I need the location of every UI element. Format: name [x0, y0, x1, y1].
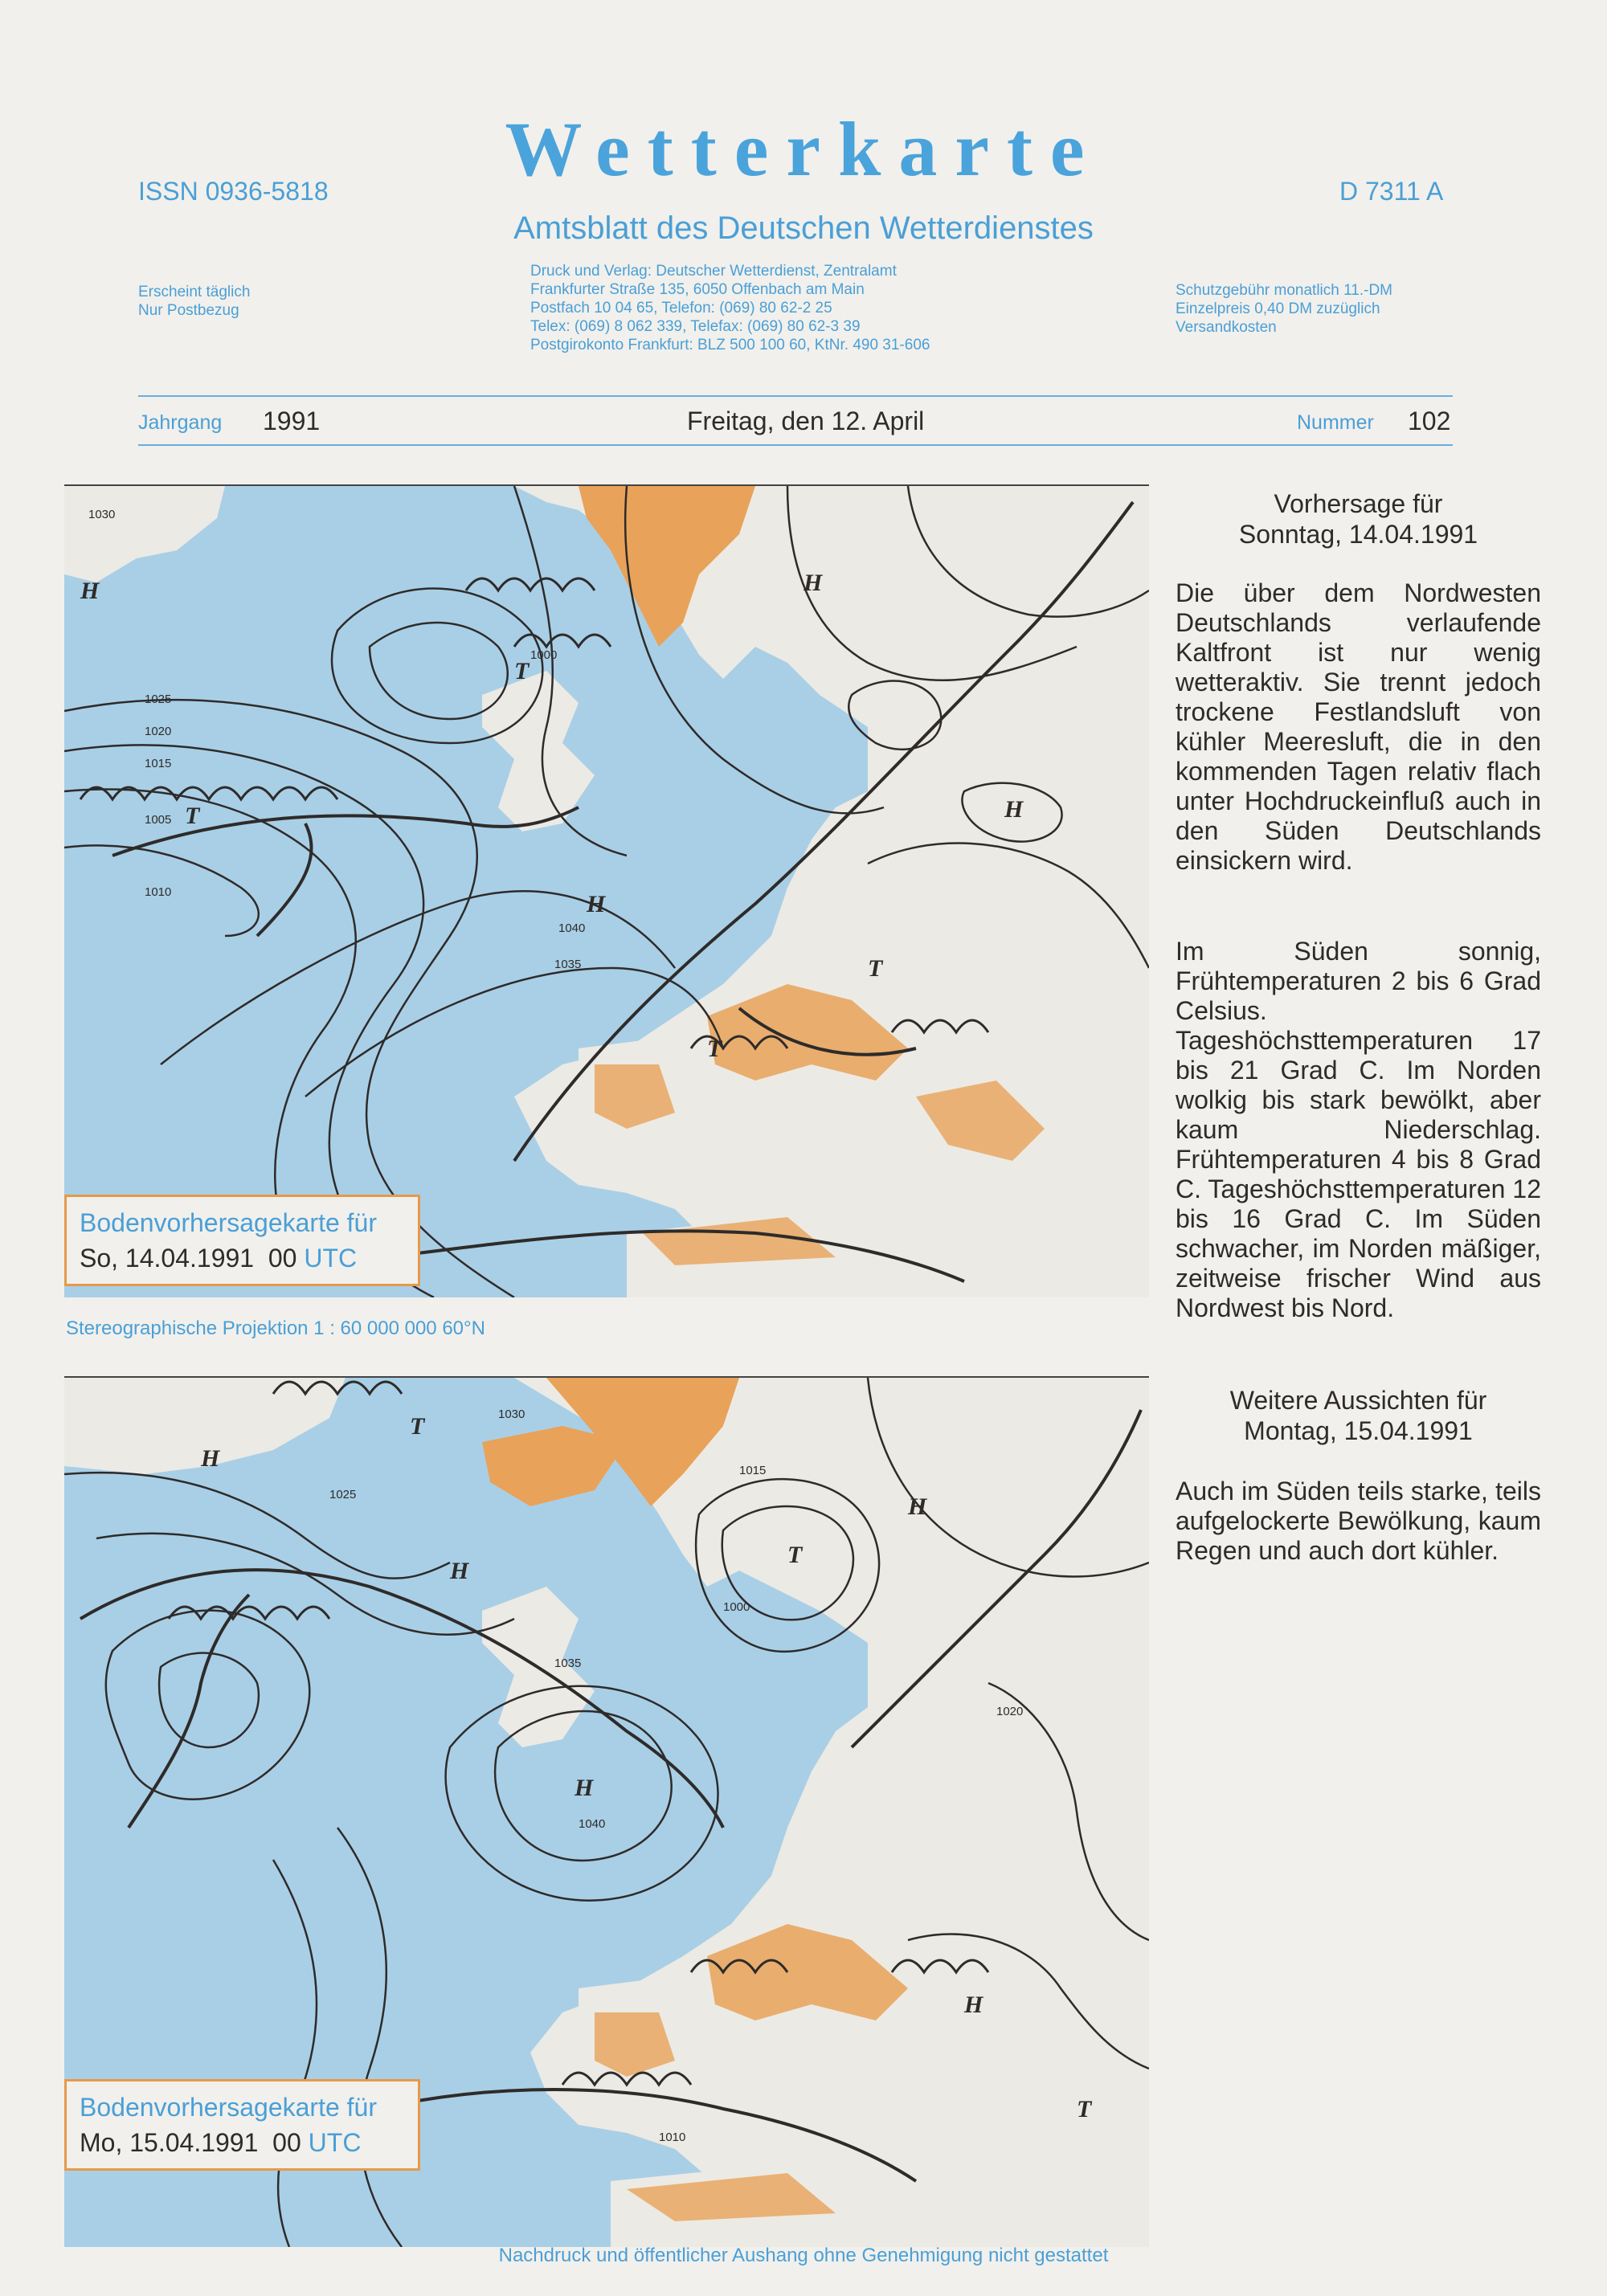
- isobar-label: 1000: [723, 1600, 750, 1614]
- isobar-label: 1005: [145, 813, 172, 827]
- high-pressure-marker: H: [1004, 796, 1024, 823]
- high-pressure-marker: H: [908, 1493, 927, 1520]
- info-line: Einzelpreis 0,40 DM zuzüglich: [1176, 300, 1380, 317]
- legend-date-line: [80, 1240, 405, 1276]
- forecast-map-monday: [64, 1376, 1149, 2247]
- footer-note: Nachdruck und öffentlicher Aushang ohne Genehmigung nicht gestattet: [498, 2245, 1109, 2266]
- outlook-paragraph: [1176, 1477, 1541, 1566]
- jahrgang-label: Jahrgang: [138, 411, 223, 434]
- legend-utc: UTC: [308, 2128, 362, 2157]
- forecast-heading-line1: Vorhersage für: [1274, 489, 1443, 518]
- issue-date: Freitag, den 12. April: [687, 406, 925, 435]
- low-pressure-marker: T: [410, 1413, 425, 1440]
- legend-title: Bodenvorhersagekarte für: [80, 2093, 377, 2122]
- isobar-label: 1020: [145, 725, 172, 738]
- isobar-label: 1020: [996, 1705, 1024, 1718]
- isobar-label: 1030: [88, 508, 116, 521]
- forecast-paragraph-2: [1176, 937, 1541, 1323]
- isobar-label: 1010: [659, 2131, 686, 2144]
- high-pressure-marker: H: [575, 1775, 594, 1801]
- info-line: Nur Postbezug: [138, 302, 239, 319]
- nummer-label: Nummer: [1297, 411, 1374, 434]
- info-line: Telex: (069) 8 062 339, Telefax: (069) 80 62-3 39: [530, 318, 861, 335]
- paragraph-text: Auch im Süden teils starke, teils aufgelockerte Bewölkung, kaum Regen und auch dort kühler.: [1176, 1477, 1541, 1565]
- legend-title: Bodenvorhersagekarte für: [80, 1208, 377, 1237]
- nummer-value: 102: [1408, 406, 1451, 435]
- high-pressure-marker: H: [201, 1445, 220, 1472]
- legend-time: 00: [268, 1244, 297, 1273]
- isobar-label: 1025: [329, 1488, 357, 1501]
- outlook-heading: [1176, 1385, 1541, 1446]
- forecast-map-sunday: [64, 484, 1149, 1297]
- forecast-paragraph-1: [1176, 578, 1541, 876]
- low-pressure-marker: T: [514, 658, 530, 684]
- legend-date: Mo, 15.04.1991: [80, 2128, 259, 2157]
- price-info: [1176, 281, 1392, 337]
- map-legend: [64, 1195, 420, 1286]
- outlook-heading-line2: Montag, 15.04.1991: [1244, 1416, 1473, 1445]
- low-pressure-marker: T: [185, 803, 200, 829]
- forecast-heading: [1176, 488, 1541, 549]
- high-pressure-marker: H: [964, 1992, 983, 2018]
- low-pressure-marker: T: [707, 1036, 722, 1062]
- isobar-label: 1015: [145, 757, 172, 770]
- info-line: Erscheint täglich: [138, 284, 251, 300]
- isobar-label: 1015: [739, 1464, 767, 1477]
- low-pressure-marker: T: [787, 1542, 803, 1568]
- low-pressure-marker: T: [1077, 2096, 1092, 2122]
- info-line: Postfach 10 04 65, Telefon: (069) 80 62-2 25: [530, 300, 832, 317]
- map-legend: [64, 2079, 420, 2171]
- projection-note: Stereographische Projektion 1 : 60 000 000 60°N: [66, 1318, 485, 1339]
- legend-date: So, 14.04.1991: [80, 1244, 255, 1273]
- isobar-label: 1000: [530, 648, 558, 662]
- isobar-label: 1035: [554, 1657, 582, 1670]
- isobar-label: 1010: [145, 885, 172, 899]
- high-pressure-marker: H: [450, 1558, 469, 1584]
- weather-map-graphic: [64, 486, 1149, 1297]
- masthead-title: Wetterkarte: [505, 106, 1102, 192]
- publication-info: [138, 283, 250, 320]
- jahrgang-value: 1991: [263, 406, 321, 435]
- high-pressure-marker: H: [804, 570, 823, 596]
- high-pressure-marker: H: [587, 891, 606, 917]
- isobar-label: 1040: [558, 921, 586, 935]
- legend-utc: UTC: [304, 1244, 358, 1273]
- postal-code: D 7311 A: [1339, 177, 1444, 206]
- info-line: Druck und Verlag: Deutscher Wetterdienst, Zentralamt: [530, 263, 897, 280]
- issn: ISSN 0936-5818: [138, 177, 329, 206]
- divider: [138, 444, 1453, 446]
- high-pressure-marker: H: [80, 578, 100, 604]
- isobar-label: 1035: [554, 958, 582, 971]
- isobar-label: 1030: [498, 1407, 525, 1421]
- outlook-heading-line1: Weitere Aussichten für: [1229, 1386, 1487, 1415]
- isobar-label: 1040: [579, 1817, 606, 1831]
- divider: [138, 395, 1453, 397]
- paragraph-text: Die über dem Nordwesten Deutschlands verlaufende Kaltfront ist nur wenig wetteraktiv. Sie trennt jedoch trockene Festlandsluft von kühler Meeresluft, die in den kommenden Tagen relativ flach unter Hochdruckeinfluß auch in den Süden Deutschlands einsickern wird.: [1176, 578, 1541, 875]
- info-line: Schutzgebühr monatlich 11.-DM: [1176, 282, 1392, 299]
- publisher-info: [530, 262, 930, 354]
- masthead-subtitle: Amtsblatt des Deutschen Wetterdienstes: [513, 210, 1094, 246]
- low-pressure-marker: T: [868, 955, 883, 982]
- legend-date-line: [80, 2125, 405, 2160]
- info-line: Postgirokonto Frankfurt: BLZ 500 100 60, KtNr. 490 31-606: [530, 337, 930, 353]
- info-line: Frankfurter Straße 135, 6050 Offenbach am Main: [530, 281, 865, 298]
- info-line: Versandkosten: [1176, 319, 1277, 336]
- isobar-label: 1025: [145, 692, 172, 706]
- forecast-heading-line2: Sonntag, 14.04.1991: [1238, 520, 1478, 549]
- paragraph-text: Im Süden sonnig, Frühtemperaturen 2 bis 6 Grad Celsius. Tageshöchsttemperaturen 17 bis 21 Grad C. Im Norden wolkig bis stark bewölkt, aber kaum Niederschlag. Frühtemperaturen 4 bis 8 Grad C. Tageshöchsttemperaturen 12 bis 16 Grad C. Im Süden schwacher, im Norden mäßiger, zeitweise frischer Wind aus Nordwest bis Nord.: [1176, 937, 1541, 1322]
- issue-bar: [138, 403, 1453, 440]
- legend-time: 00: [272, 2128, 301, 2157]
